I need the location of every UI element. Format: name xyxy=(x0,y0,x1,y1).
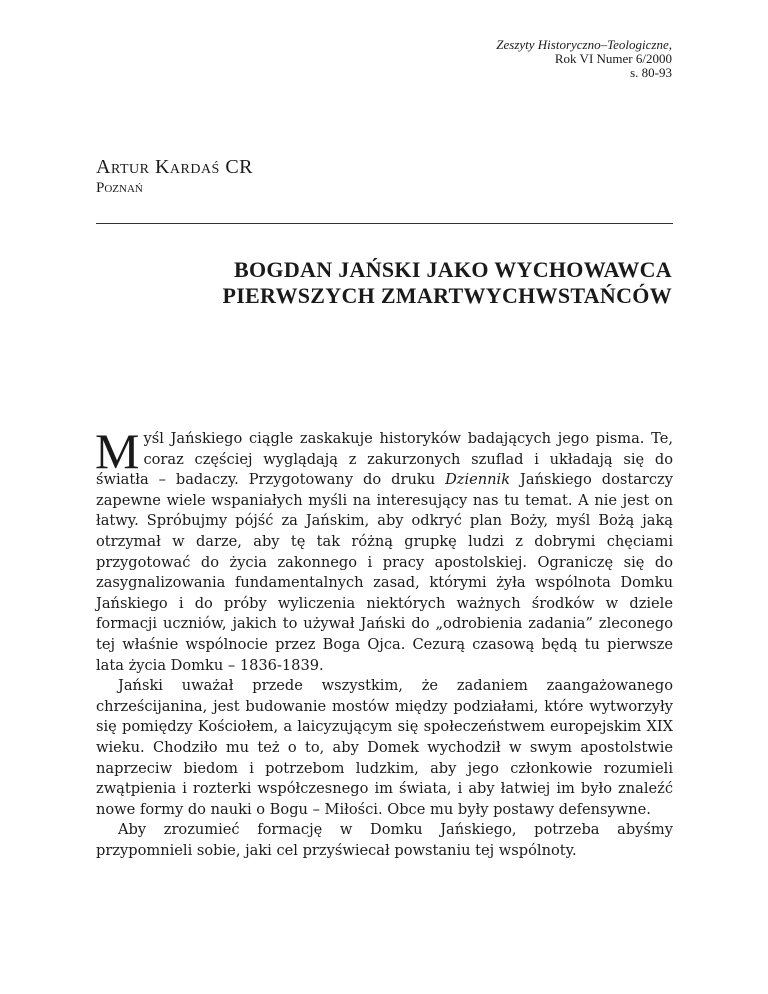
author-city: Poznań xyxy=(96,180,143,196)
paragraph-1-text-a: yśl Jańskiego ciągle zaskakuje historyków badających jego pisma. Te, coraz częściej wyglądają z zakurzonych szuflad i układają się do światła – badaczy. Przygotowany do druku xyxy=(96,430,673,489)
author-name: Artur Kardaś CR xyxy=(96,156,254,178)
paragraph-1-text-b: Jańskiego dostarczy zapewne wiele wspaniałych myśli na interesujący nas tu temat. A nie jest on łatwy. Spróbujmy pójść za Jańskim, aby odkryć plan Boży, myśl Bożą jaką otrzymał w darze, aby tę tak różną grupkę ludzi z dobrymi chęciami przygotować do życia zakonnego i pracy apostolskiej. Ograniczę się do zasygnalizowania fundamentalnych zasad, którymi żyła wspólnota Domku Jańskiego i do próby wyliczenia niektórych ważnych środków w dziele formacji uczniów, jakich to używał Jański do „odrobienia zadania” zleconego tej właśnie wspólnocie przez Boga Ojca. Cezurą czasową będą tu pierwsze lata życia Domku – 1836-1839. xyxy=(96,471,673,674)
paragraph-2: Jański uważał przede wszystkim, że zadaniem zaangażowanego chrześcijanina, jest budowanie mostów między podziałami, które wytworzyły się pomiędzy Kościołem, a laicyzującym się społeczeństwem europejskim XIX wieku. Chodziło mu też o to, aby Domek wychodził w swym apostolstwie naprzeciw biedom i potrzebom ludzkim, aby jego członkowie rozumieli zwątpienia i rozterki współczesnego im świata, i aby łatwiej im było znaleźć nowe formy do nauki o Bogu – Miłości. Obce mu były postawy defensywne. xyxy=(96,677,673,818)
journal-pages: s. 80-93 xyxy=(630,65,672,80)
journal-issue: Rok VI Numer 6/2000 xyxy=(554,51,672,66)
article-body xyxy=(95,423,673,861)
paragraph-1 xyxy=(95,423,673,676)
journal-name: Zeszyty Historyczno–Teologiczne, xyxy=(496,37,672,52)
paragraph-3: Aby zrozumieć formację w Domku Jańskiego, potrzeba abyśmy przypomnieli sobie, jaki cel przyświecał powstaniu tej wspólnoty. xyxy=(96,821,673,859)
header-divider xyxy=(96,223,673,224)
title-line-2: PIERWSZYCH ZMARTWYCHWSTAŃCÓW xyxy=(222,283,672,308)
dziennik-title: Dziennik xyxy=(445,471,511,489)
article-title xyxy=(112,257,672,309)
drop-cap: M xyxy=(95,423,140,479)
title-line-1: BOGDAN JAŃSKI JAKO WYCHOWAWCA xyxy=(234,257,672,282)
author-block xyxy=(96,156,253,197)
journal-info xyxy=(496,38,672,80)
